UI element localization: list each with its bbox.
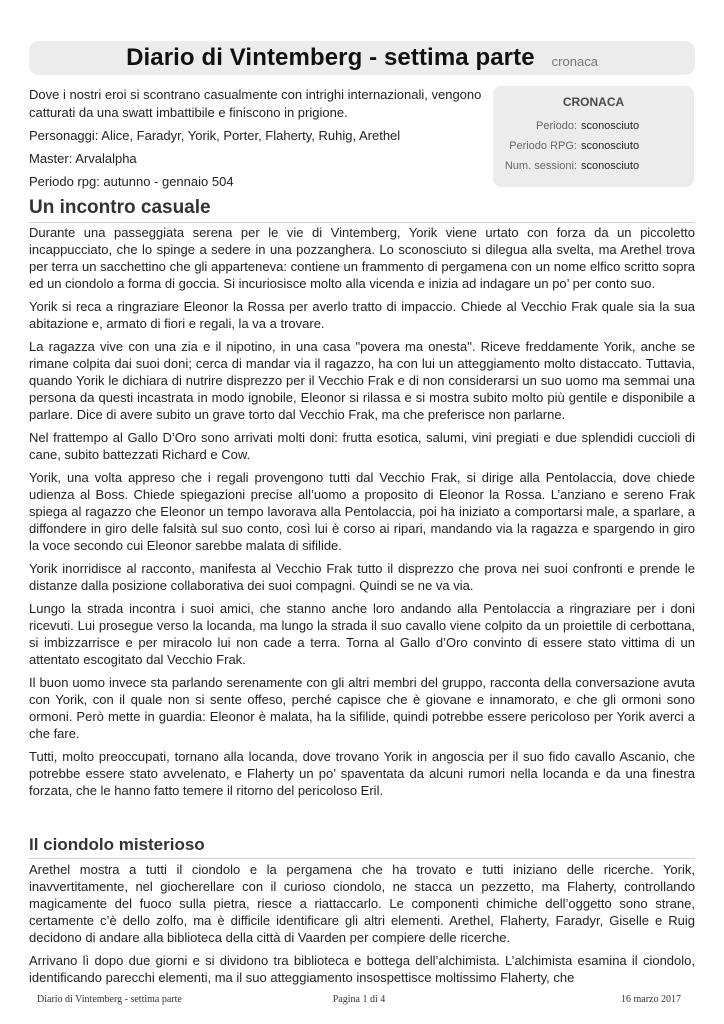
- page-title: Diario di Vintemberg - settima parte: [126, 44, 535, 71]
- paragraph: Nel frattempo al Gallo D’Oro sono arrivati molti doni: frutta esotica, salumi, vini pregiati e due splendidi cuccioli di cane, subito battezzati Richard e Cow.: [29, 430, 695, 462]
- section-body-incontro: [29, 224, 695, 805]
- intro-characters: Personaggi: Alice, Faradyr, Yorik, Porter, Flaherty, Ruhig, Arethel: [29, 128, 401, 143]
- paragraph: Lungo la strada incontra i suoi amici, che stanno anche loro andando alla Pentolaccia a ringraziare per i doni ricevuti. Lui prosegue verso la locanda, ma lungo la strada il suo cavallo viene colpito da un proiettile di cerbottana, si imbizzarrisce e per miracolo lui non cade a terra. Torna al Gallo d’Oro convinto di essere stato vittima di un attentato escogitato dal Vecchio Frak.: [29, 601, 695, 667]
- category-tag[interactable]: cronaca: [551, 53, 598, 69]
- infobox-row-num-sessioni: [493, 156, 694, 176]
- footer-page-number: Pagina 1 di 4: [332, 994, 386, 1005]
- section-heading-incontro: Un incontro casuale: [29, 197, 695, 223]
- paragraph: Arethel mostra a tutti il ciondolo e la pergamena che ha trovato e tutti iniziano delle ricerche. Yorik, inavvertitamente, nel giocherellare con il curioso ciondolo, ne stacca un pezzetto, ma Flaherty, controllando magicamente del fuoco sulla pietra, riesce a riattaccarlo. Le componenti chimiche dell’oggetto sono strane, certamente c’è dello zolfo, ma è difficile identificare gli altri elementi. Arethel, Flaherty, Faradyr, Giselle e Ruig decidono di andare alla biblioteca della città di Vaarden per compiere delle ricerche.: [29, 862, 695, 945]
- infobox-row-periodo: [493, 116, 694, 136]
- infobox-label: Periodo RPG:: [509, 140, 577, 152]
- paragraph: Il buon uomo invece sta parlando serenamente con gli altri membri del gruppo, racconta della conversazione avuta con Yorik, con il quale non si sente offeso, perché capisce che è giovane e innamorato, e che gli ormoni sono ormoni. Però mette in guardia: Eleonor è malata, ha la sifilide, quindi potrebbe essere pericoloso per Yorik averci a che fare.: [29, 675, 695, 741]
- infobox: [493, 86, 694, 187]
- title-bar: [29, 41, 695, 75]
- footer-date: 16 marzo 2017: [621, 994, 681, 1005]
- section-body-ciondolo: [29, 861, 695, 992]
- paragraph: Yorik si reca a ringraziare Eleonor la Rossa per averlo tratto di impaccio. Chiede al Vecchio Frak quale sia la sua abitazione e, armato di fiori e regali, la va a trovare.: [29, 299, 695, 331]
- footer-doc-title: Diario di Vintemberg - settima parte: [37, 994, 182, 1005]
- paragraph: Yorik inorridisce al racconto, manifesta al Vecchio Frak tutto il disprezzo che prova nei suoi confronti e prende le distanze dalla posizione collaborativa dei suoi compagni. Quindi se ne va via.: [29, 561, 695, 593]
- paragraph: Durante una passeggiata serena per le vie di Vintemberg, Yorik viene urtato con forza da un piccoletto incappucciato, che lo spinge a sedere in una pozzanghera. Lo sconosciuto si dilegua alla svelta, ma Arethel trova per terra un sacchettino che gli apparteneva: contiene un frammento di pergamena con un nome elfico scritto sopra ed un ciondolo a forma di goccia. Si incuriosisce molto alla vicenda e inizia ad indagare un po’ per conto suo.: [29, 225, 695, 291]
- intro-block: [29, 86, 489, 196]
- section-heading-ciondolo: Il ciondolo misterioso: [29, 835, 695, 859]
- paragraph: Yorik, una volta appreso che i regali provengono tutti dal Vecchio Frak, si dirige alla Pentolaccia, dove chiede udienza al Boss. Chiede spiegazioni precise all’uomo a proposito di Eleonor la Rossa. L’anziano e sereno Frak spiega al ragazzo che Eleonor un tempo lavorava alla Pentolaccia, poi ha iniziato a comportarsi male, a sparlare, a diffondere in giro delle falsità sul suo conto, così lui è corso ai ripari, mandando via la ragazza e spargendo in giro la voce secondo cui Eleonor sarebbe malata di sifilide.: [29, 470, 695, 553]
- intro-summary: Dove i nostri eroi si scontrano casualmente con intrighi internazionali, vengono catturati da una swatt imbattibile e finiscono in prigione.: [29, 87, 482, 120]
- infobox-value: sconosciuto: [581, 140, 640, 152]
- page-footer: [37, 994, 681, 1008]
- infobox-label: Periodo:: [536, 120, 577, 132]
- infobox-row-periodo-rpg: [493, 136, 694, 156]
- infobox-title: CRONACA: [562, 95, 625, 109]
- paragraph: La ragazza vive con una zia e il nipotino, in una casa "povera ma onesta". Riceve freddamente Yorik, anche se rimane colpita dai suoi doni; cerca di mandar via il ragazzo, ha con lui un atteggiamento molto distaccato. Tuttavia, quando Yorik le dichiara di nutrire disprezzo per il Vecchio Frak e di non considerarsi un suo uomo ma semmai una persona da questi incastrata in modo ignobile, Eleonor si rilassa e si mostra subito molto più gentile e disponibile a parlare. Dice di avere subito un grave torto dal Vecchio Frak, ma che preferisce non parlarne.: [29, 339, 695, 422]
- infobox-label: Num. sessioni:: [504, 160, 577, 172]
- intro-master: Master: Arvalalpha: [29, 151, 137, 166]
- infobox-value: sconosciuto: [581, 120, 640, 132]
- paragraph: Tutti, molto preoccupati, tornano alla locanda, dove trovano Yorik in angoscia per il suo fido cavallo Ascanio, che potrebbe essere stato avvelenato, e Flaherty un po’ spaventata da alcuni rumori nella locanda e da una finestra forzata, che le hanno fatto temere il ritorno del pericoloso Eril.: [29, 749, 695, 798]
- infobox-value: sconosciuto: [581, 160, 640, 172]
- paragraph: Arrivano lì dopo due giorni e si dividono tra biblioteca e bottega dell’alchimista. L’alchimista esamina il ciondolo, identificando parecchi elementi, ma il suo atteggiamento insospettisce moltissimo Flaherty, che: [29, 953, 695, 985]
- intro-period: Periodo rpg: autunno - gennaio 504: [29, 174, 234, 189]
